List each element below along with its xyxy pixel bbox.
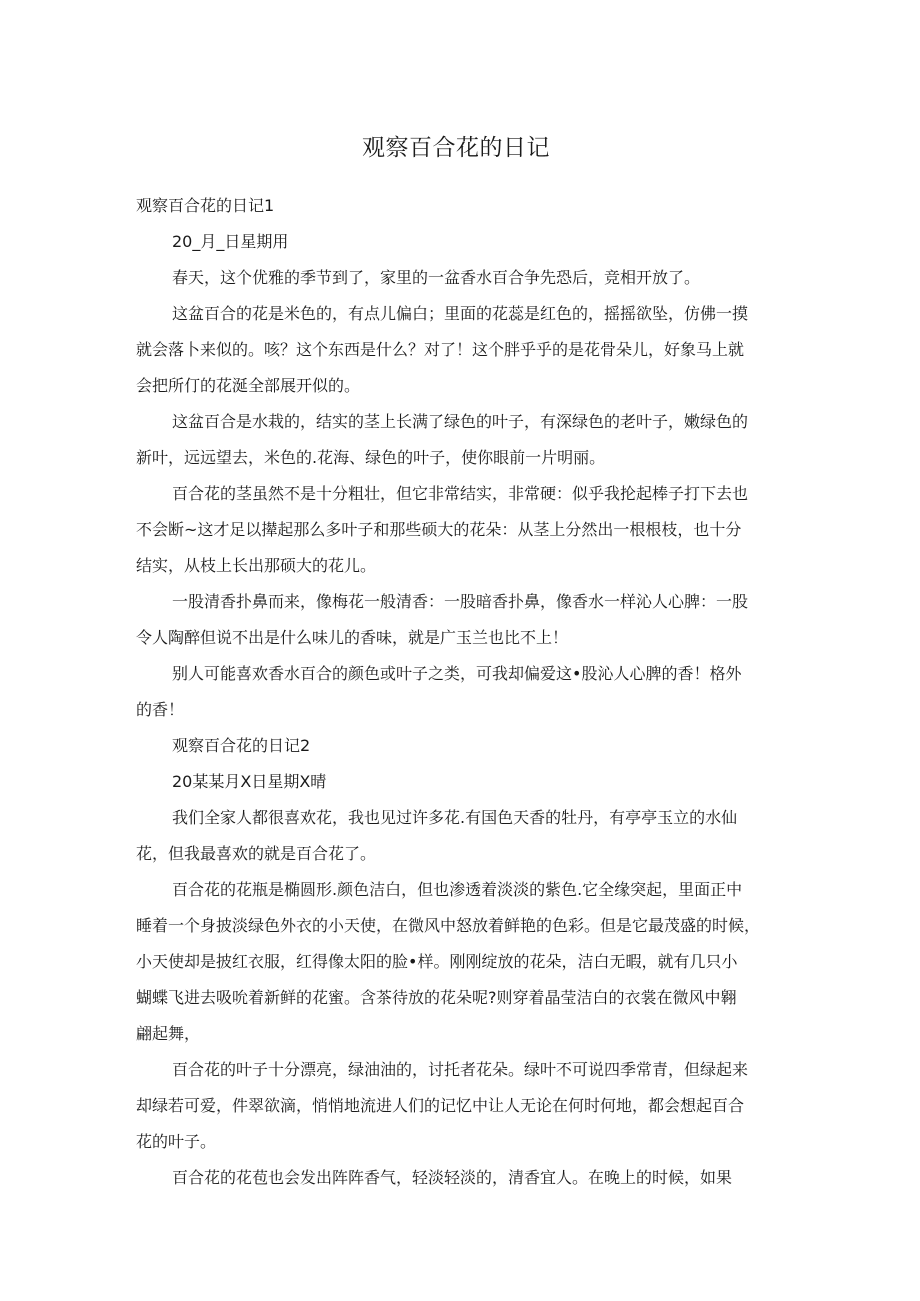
- diary2-paragraph-2: 百合花的花瓶是椭圆形.颜色洁白，但也渗透着淡淡的紫色.它全缘突起，里面正中 睡着一个身披淡绿色外衣的小天使，在微风中怒放着鲜艳的色彩。但是它最茂盛的时候， 小天使却是披红衣服，红得像太阳的脸•样。刚刚绽放的花朵，洁白无暇，就有几只小 蝴蝶飞进去吸吮着新鲜的花蜜。含茶待放的花朵呢?则穿着晶莹洁白的衣裳在微风中翱 翩起舞，: [136, 880, 761, 1043]
- document-title: 观察百合花的日记: [362, 135, 550, 161]
- diary1-paragraph-5: 一股清香扑鼻而来，像梅花一般清香：一股暗香扑鼻，像香水一样沁人心脾：一股 令人陶醉但说不出是什么味儿的香味，就是广玉兰也比不上！: [136, 592, 749, 647]
- diary2-paragraph-4: 百合花的花苞也会发出阵阵香气，轻淡轻淡的，清香宜人。在晚上的时候，如果: [172, 1168, 733, 1187]
- diary-date-2: 20某某月X日星期X晴: [172, 772, 327, 791]
- diary-date-1: 20_月_日星期用: [172, 232, 289, 251]
- diary2-paragraph-3: 百合花的叶子十分漂亮，绿油油的，讨托者花朵。绿叶不可说四季常青，但绿起来 却绿若可爱，件翠欲滴，悄悄地流进人们的记忆中让人无论在何时何地，都会想起百合 花的叶子。: [136, 1060, 749, 1151]
- diary2-paragraph-1: 我们全家人都很喜欢花，我也见过许多花.有国色天香的牡丹，有亭亭玉立的水仙 花，但我最喜欢的就是百合花了。: [136, 808, 738, 863]
- diary1-paragraph-3: 这盆百合是水栽的，结实的茎上长满了绿色的叶子，有深绿色的老叶子，嫩绿色的 新叶，远远望去，米色的.花海、绿色的叶子，使你眼前一片明丽。: [136, 412, 749, 467]
- diary1-paragraph-2: 这盆百合的花是米色的，有点儿偏白；里面的花蕊是红色的，摇摇欲坠，仿佛一摸 就会落卜来似的。咳？这个东西是什么？对了！这个胖乎乎的是花骨朵儿，好象马上就 会把所仃的花涎全部展开似的。: [136, 304, 749, 395]
- diary1-paragraph-6: 别人可能喜欢香水百合的颜色或叶子之类，可我却偏爱这•股沁人心脾的香！格外 的香！: [136, 664, 742, 719]
- diary-heading-2: 观察百合花的日记2: [172, 736, 311, 755]
- diary1-paragraph-1: 春天，这个优雅的季节到了，家里的一盆香水百合争先恐后，竞相开放了。: [172, 268, 701, 287]
- diary-heading-1: 观察百合花的日记1: [136, 196, 275, 215]
- diary1-paragraph-4: 百合花的茎虽然不是十分粗壮，但它非常结实，非常硬：似乎我抡起棒子打下去也 不会断~这才足以撵起那么多叶子和那些硕大的花朵：从茎上分然出一根根枝，也十分 结实，从枝上长出那硕大的花儿。: [136, 484, 749, 575]
